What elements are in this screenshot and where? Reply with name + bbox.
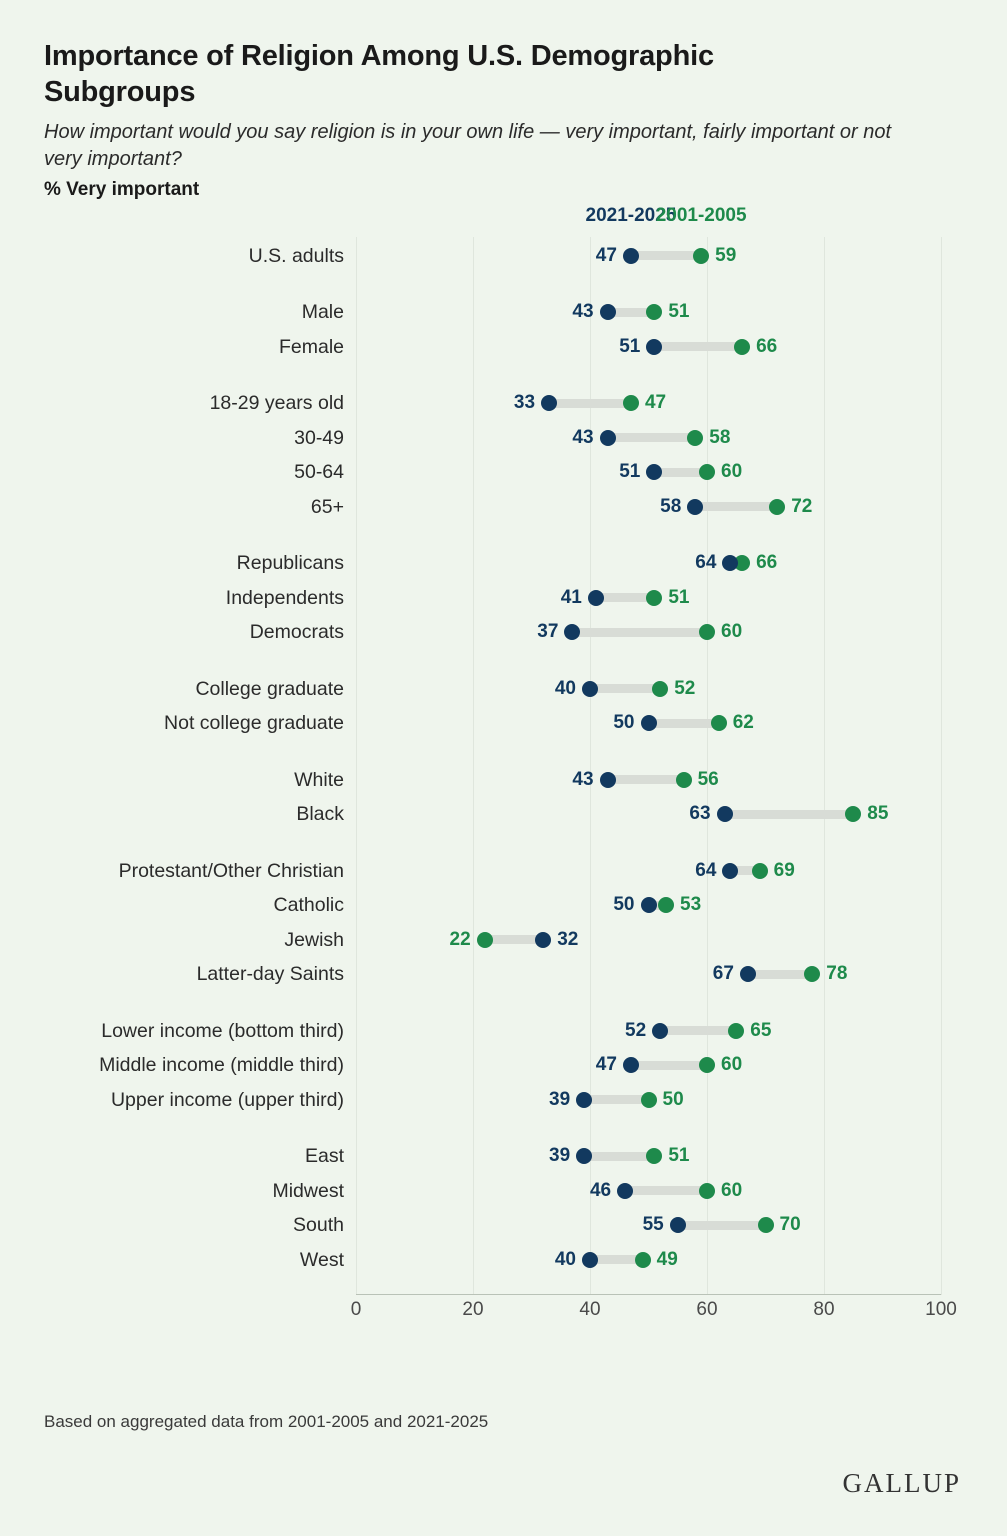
row-label: Not college graduate [164, 712, 344, 734]
value-label: 46 [589, 1179, 612, 1201]
dot-recent[interactable] [588, 590, 604, 606]
dot-recent[interactable] [541, 395, 557, 411]
value-label: 52 [674, 677, 696, 699]
chart-row [44, 619, 963, 645]
value-label: 50 [662, 1088, 684, 1110]
dot-recent[interactable] [535, 932, 551, 948]
dot-past[interactable] [693, 248, 709, 264]
dot-recent[interactable] [646, 339, 662, 355]
dot-past[interactable] [687, 430, 703, 446]
value-label: 47 [644, 392, 667, 413]
chart-row [44, 1018, 963, 1044]
value-label: 65 [750, 1019, 772, 1041]
plot-area [99, 204, 957, 1320]
value-label: 69 [773, 859, 795, 881]
value-label: 39 [549, 1145, 571, 1166]
dot-recent[interactable] [623, 248, 639, 264]
connector-bar [572, 628, 707, 637]
chart-row [44, 927, 963, 953]
row-label: 50-64 [294, 461, 344, 483]
chart-row [44, 550, 963, 576]
value-label: 50 [613, 894, 635, 915]
dot-past[interactable] [752, 863, 768, 879]
value-label: 60 [721, 1054, 743, 1075]
connector-bar [631, 251, 701, 260]
value-label: 47 [595, 244, 617, 266]
value-label: 39 [549, 1088, 571, 1110]
dot-recent[interactable] [576, 1092, 592, 1108]
dot-past[interactable] [699, 464, 715, 480]
value-label: 56 [697, 768, 719, 790]
x-tick-label: 40 [579, 1298, 601, 1320]
dot-past[interactable] [646, 1148, 662, 1164]
dot-recent[interactable] [722, 863, 738, 879]
value-label: 66 [756, 552, 778, 573]
dot-recent[interactable] [617, 1183, 633, 1199]
measure-label: % Very important [44, 178, 200, 200]
chart-row [44, 390, 963, 416]
chart-row [44, 892, 963, 918]
connector-bar [695, 502, 777, 511]
value-label: 43 [572, 426, 594, 448]
gallup-logo: GALLUP [842, 1468, 961, 1498]
value-label: 58 [709, 426, 731, 448]
chart-row [44, 459, 963, 485]
dot-recent[interactable] [740, 966, 756, 982]
value-label: 53 [680, 894, 702, 915]
row-label: Catholic [273, 894, 344, 916]
connector-bar [649, 719, 719, 728]
row-label: 65+ [310, 495, 344, 518]
connector-bar [631, 1061, 707, 1070]
dot-past[interactable] [769, 499, 785, 515]
value-label: 51 [668, 1145, 690, 1166]
dot-past[interactable] [699, 1057, 715, 1073]
dot-recent[interactable] [646, 464, 662, 480]
row-label: Lower income (bottom third) [101, 1019, 344, 1042]
dot-past[interactable] [699, 624, 715, 640]
chart-row [44, 801, 963, 827]
chart-row [44, 1087, 963, 1113]
value-label: 40 [554, 677, 576, 699]
x-axis-line [356, 1294, 941, 1295]
row-label: Upper income (upper third) [110, 1088, 344, 1111]
chart-row [44, 961, 963, 987]
page-title: Importance of Religion Among U.S. Demographic Subgroups [44, 40, 714, 109]
connector-bar [590, 684, 660, 693]
dot-past[interactable] [845, 806, 861, 822]
row-label: Female [278, 335, 344, 358]
legend-item-recent: 2021-2025 [585, 204, 677, 226]
chart-row [44, 710, 963, 736]
dot-past[interactable] [641, 1092, 657, 1108]
value-label: 60 [721, 1179, 743, 1201]
legend-item-past: 2001-2005 [655, 204, 747, 226]
value-label: 37 [537, 621, 559, 642]
value-label: 67 [712, 963, 734, 984]
connector-bar [625, 1186, 707, 1195]
source-note: Based on aggregated data from 2001-2005 and 2021-2025 [44, 1412, 489, 1431]
connector-bar [660, 1026, 736, 1035]
row-label: Republicans [236, 552, 344, 574]
dot-past[interactable] [652, 681, 668, 697]
row-label: West [299, 1248, 344, 1271]
value-label: 52 [625, 1019, 647, 1041]
row-label: Protestant/Other Christian [118, 859, 344, 882]
connector-bar [549, 399, 631, 408]
value-label: 51 [619, 335, 641, 357]
value-label: 59 [715, 244, 737, 266]
chart-row [44, 1052, 963, 1078]
dot-recent[interactable] [652, 1023, 668, 1039]
value-label: 64 [695, 859, 717, 881]
row-label: White [294, 768, 344, 791]
value-label: 50 [613, 712, 635, 733]
value-label: 43 [572, 768, 594, 790]
chart-row [44, 1212, 963, 1238]
x-tick-label: 20 [462, 1298, 484, 1320]
connector-bar [725, 810, 854, 819]
value-label: 72 [791, 495, 813, 517]
dot-past[interactable] [646, 590, 662, 606]
value-label: 64 [695, 552, 717, 573]
value-label: 51 [668, 301, 690, 322]
value-label: 70 [779, 1214, 801, 1235]
row-label: College graduate [195, 677, 344, 700]
chart-row [44, 676, 963, 702]
chart-row [44, 1143, 963, 1169]
dot-recent[interactable] [670, 1217, 686, 1233]
dot-past[interactable] [734, 339, 750, 355]
connector-bar [608, 775, 684, 784]
value-label: 60 [721, 621, 743, 642]
row-label: Male [301, 301, 344, 323]
value-label: 66 [756, 335, 778, 357]
dot-recent[interactable] [600, 304, 616, 320]
value-label: 51 [668, 586, 690, 608]
value-label: 41 [560, 586, 582, 608]
dot-recent[interactable] [564, 624, 580, 640]
chart-row [44, 425, 963, 451]
dot-recent[interactable] [717, 806, 733, 822]
row-label: Black [296, 803, 344, 825]
dot-past[interactable] [699, 1183, 715, 1199]
row-label: 30-49 [294, 426, 344, 449]
value-label: 47 [595, 1054, 617, 1075]
value-label: 33 [513, 392, 536, 413]
chart-row [44, 1247, 963, 1273]
row-label: 18-29 years old [209, 392, 344, 414]
row-label: Latter-day Saints [196, 963, 344, 985]
value-label: 32 [557, 928, 579, 950]
dot-past[interactable] [635, 1252, 651, 1268]
value-label: 58 [660, 495, 682, 517]
x-tick-label: 60 [696, 1298, 718, 1320]
dot-past[interactable] [658, 897, 674, 913]
dot-recent[interactable] [641, 715, 657, 731]
dot-past[interactable] [804, 966, 820, 982]
dot-recent[interactable] [582, 681, 598, 697]
chart-row [44, 334, 963, 360]
value-label: 51 [619, 461, 641, 482]
dot-past[interactable] [623, 395, 639, 411]
row-label: South [293, 1214, 344, 1236]
connector-bar [584, 1095, 648, 1104]
x-tick-label: 0 [350, 1298, 362, 1320]
value-label: 60 [721, 461, 743, 482]
row-label: Independents [225, 586, 344, 609]
connector-bar [654, 342, 742, 351]
dot-recent[interactable] [600, 430, 616, 446]
row-label: Jewish [284, 928, 344, 951]
value-label: 85 [867, 803, 889, 824]
dot-past[interactable] [477, 932, 493, 948]
dot-recent[interactable] [600, 772, 616, 788]
dumbbell-chart [44, 204, 963, 1337]
dot-past[interactable] [646, 304, 662, 320]
dot-recent[interactable] [687, 499, 703, 515]
chart-row [44, 494, 963, 520]
dot-past[interactable] [711, 715, 727, 731]
chart-row [44, 767, 963, 793]
value-label: 55 [642, 1214, 664, 1235]
row-label: East [304, 1145, 344, 1167]
chart-subtitle: How important would you say religion is in your own life — very important, fairly important or not very important? [44, 120, 892, 170]
value-label: 40 [554, 1248, 576, 1270]
x-tick-label: 80 [813, 1298, 835, 1320]
dot-recent[interactable] [623, 1057, 639, 1073]
chart-row [44, 299, 963, 325]
dot-recent[interactable] [641, 897, 657, 913]
row-label: Middle income (middle third) [99, 1054, 344, 1076]
dot-past[interactable] [676, 772, 692, 788]
chart-row [44, 243, 963, 269]
x-tick-label: 100 [925, 1298, 957, 1320]
dot-recent[interactable] [576, 1148, 592, 1164]
chart-row [44, 585, 963, 611]
value-label: 62 [732, 712, 754, 733]
row-label: Midwest [272, 1179, 344, 1202]
connector-bar [748, 970, 812, 979]
connector-bar [678, 1221, 766, 1230]
connector-bar [584, 1152, 654, 1161]
chart-row [44, 858, 963, 884]
value-label: 43 [572, 301, 594, 322]
connector-bar [608, 433, 696, 442]
value-label: 22 [449, 928, 471, 950]
value-label: 78 [826, 963, 848, 984]
value-label: 49 [656, 1248, 678, 1270]
row-label: U.S. adults [248, 244, 344, 267]
dot-past[interactable] [758, 1217, 774, 1233]
chart-row [44, 1178, 963, 1204]
value-label: 63 [689, 803, 711, 824]
dot-recent[interactable] [582, 1252, 598, 1268]
row-label: Democrats [249, 621, 344, 643]
dot-past[interactable] [728, 1023, 744, 1039]
